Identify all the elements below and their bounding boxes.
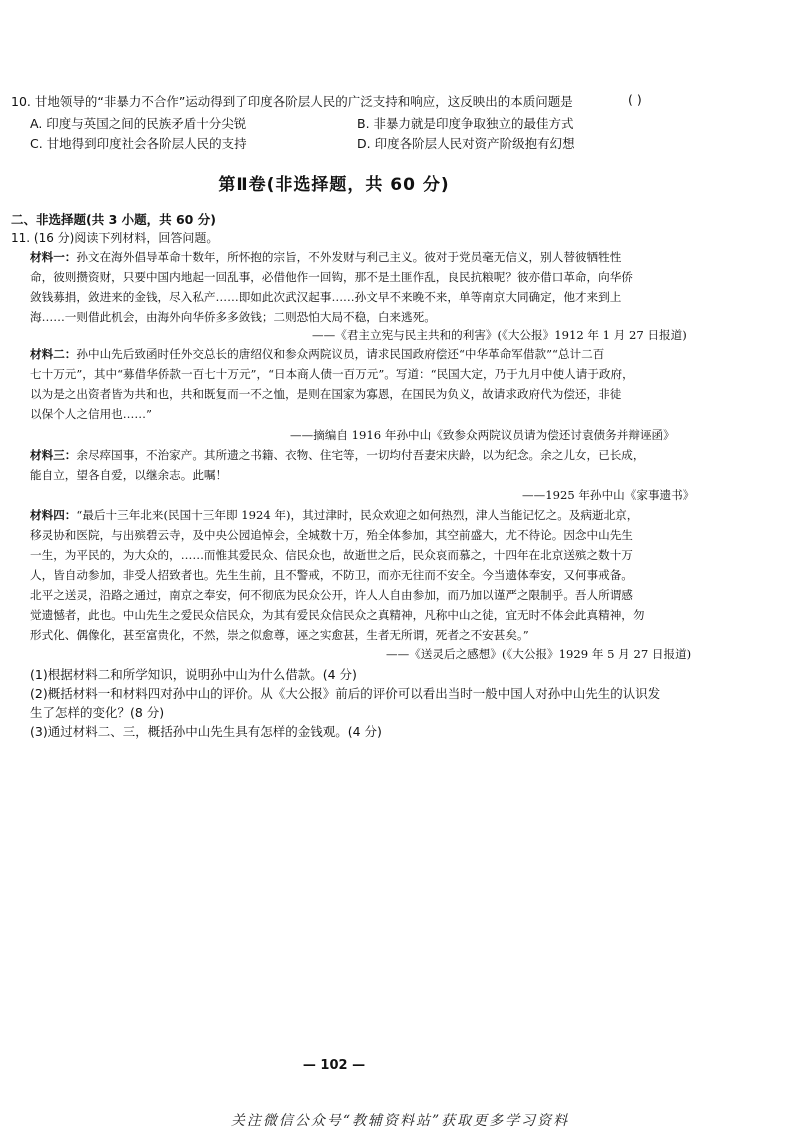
- part-title: 二、非选择题(共 3 小题，共 60 分): [11, 212, 216, 227]
- material-4-line: 移灵协和医院，与出殡碧云寺，及中央公园追悼会，全城数十万，殆全体参加，其空前盛大，尤不待论。因念中山先生: [30, 528, 633, 542]
- material-2-line: 材料二：孙中山先后致函时任外交总长的唐绍仪和参众两院议员，请求民国政府偿还“中华革命军借款”“总计二百: [30, 347, 605, 361]
- material-4-source: ——《送灵后之感想》(《大公报》1929 年 5 月 27 日报道): [386, 647, 692, 661]
- material-3-line: 能自立，望各自爱，以继余志。此嘱！: [30, 468, 228, 482]
- q10-stem: 10. 甘地领导的“非暴力不合作”运动得到了印度各阶层人民的广泛支持和响应，这反映出的本质问题是: [11, 94, 573, 109]
- material-2-source: ——摘编自 1916 年孙中山《致参众两院议员请为偿还讨袁债务并辩诬函》: [290, 428, 675, 442]
- material-3-source: ——1925 年孙中山《家事遗书》: [522, 488, 695, 502]
- material-1-line: 命，彼则攒资财，只要中国内地起一回乱事，必借他作一回钩，那不是土匪作乱，良民抗粮呢？彼亦借口革命，向华侨: [30, 270, 633, 284]
- material-1-line: 材料一：孙文在海外倡导革命十数年，所怀抱的宗旨，不外发财与利己主义。彼对于党员毫无信义，别人替彼牺牲性: [30, 250, 622, 264]
- q11-subquestion-2: (2)概括材料一和材料四对孙中山的评价。从《大公报》前后的评价可以看出当时一般中国人对孙中山先生的认识发: [30, 686, 661, 701]
- material-2-label: 材料二：: [30, 347, 77, 361]
- material-4-line: 形式化、偶像化，甚至富贵化，不然，崇之似愈尊，诬之实愈甚，生者无所谓，死者之不安甚矣。”: [30, 628, 529, 642]
- page-number: — 102 —: [302, 1058, 366, 1073]
- material-1-line: 敛钱募捐，敛进来的金钱，尽入私产……即如此次武汉起事……孙文早不来晚不来，单等南京大同确定，他才来到上: [30, 290, 622, 304]
- footer-note: 关注微信公众号“教辅资料站”获取更多学习资料: [230, 1113, 570, 1129]
- material-2-line: 以为是之出资者皆为共和也，共和既复而一不之恤，是则在国家为寡恩，在国民为负义，故请求政府代为偿还，非徒: [30, 387, 622, 401]
- q11-subquestion-3: (3)通过材料二、三，概括孙中山先生具有怎样的金钱观。(4 分): [30, 724, 382, 739]
- material-1-source: ——《君主立宪与民主共和的利害》(《大公报》1912 年 1 月 27 日报道): [312, 328, 687, 342]
- q10-option-a: A. 印度与英国之间的民族矛盾十分尖锐: [30, 116, 247, 131]
- q10-option-b: B. 非暴力就是印度争取独立的最佳方式: [357, 116, 574, 131]
- material-1-line: 海……一则借此机会，由海外向华侨多多敛钱；二则恐怕大局不稳，白来逃死。: [30, 310, 436, 324]
- q10-option-c: C. 甘地得到印度社会各阶层人民的支持: [30, 136, 247, 151]
- material-3-label: 材料三：: [30, 448, 77, 462]
- material-4-label: 材料四：: [30, 508, 77, 522]
- material-4-line: 觉遗憾者，此也。中山先生之爱民众信民众，为其有爱民众信民众之真精神，凡称中山之徒，宜无时不体会此真精神，勿: [30, 608, 645, 622]
- material-4-line: 一生，为平民的，为大众的，……而惟其爱民众、信民众也，故逝世之后，民众哀而慕之，十四年在北京送殡之数十万: [30, 548, 633, 562]
- q10-option-d: D. 印度各阶层人民对资产阶级抱有幻想: [357, 136, 575, 151]
- q10-answer-paren: ( ): [628, 92, 642, 107]
- material-2-line: 七十万元”，其中“募借华侨款一百七十万元”，“日本商人债一百万元”。写道：“民国大定，乃于九月中使人请于政府，: [30, 367, 634, 381]
- material-1-label: 材料一：: [30, 250, 77, 264]
- material-4-line: 北平之送灵，沿路之通过，南京之奉安，何不彻底为民众公开，许人人自由参加，而乃加以谨严之限制乎。吾人所谓感: [30, 588, 633, 602]
- material-2-line: 以保个人之信用也……”: [30, 407, 152, 421]
- q11-subquestion-2-cont: 生了怎样的变化？(8 分): [30, 705, 165, 720]
- material-3-line: 材料三：余尽瘁国事，不治家产。其所遗之书籍、衣物、住宅等，一切均付吾妻宋庆龄，以为纪念。余之儿女，已长成，: [30, 448, 645, 462]
- material-4-line: 材料四：“最后十三年北来(民国十三年即 1924 年)，其过津时，民众欢迎之如何热烈，津人当能记忆之。及病逝北京，: [30, 508, 639, 522]
- material-4-line: 人，皆自动参加，非受人招致者也。先生生前，且不警戒，不防卫，而亦无往而不安全。今当遗体奉安，又何事戒备。: [30, 568, 633, 582]
- section-title: 第Ⅱ卷(非选择题，共 60 分): [218, 175, 450, 195]
- q11-subquestion-1: (1)根据材料二和所学知识，说明孙中山为什么借款。(4 分): [30, 667, 357, 682]
- q11-stem: 11. (16 分)阅读下列材料，回答问题。: [11, 231, 219, 245]
